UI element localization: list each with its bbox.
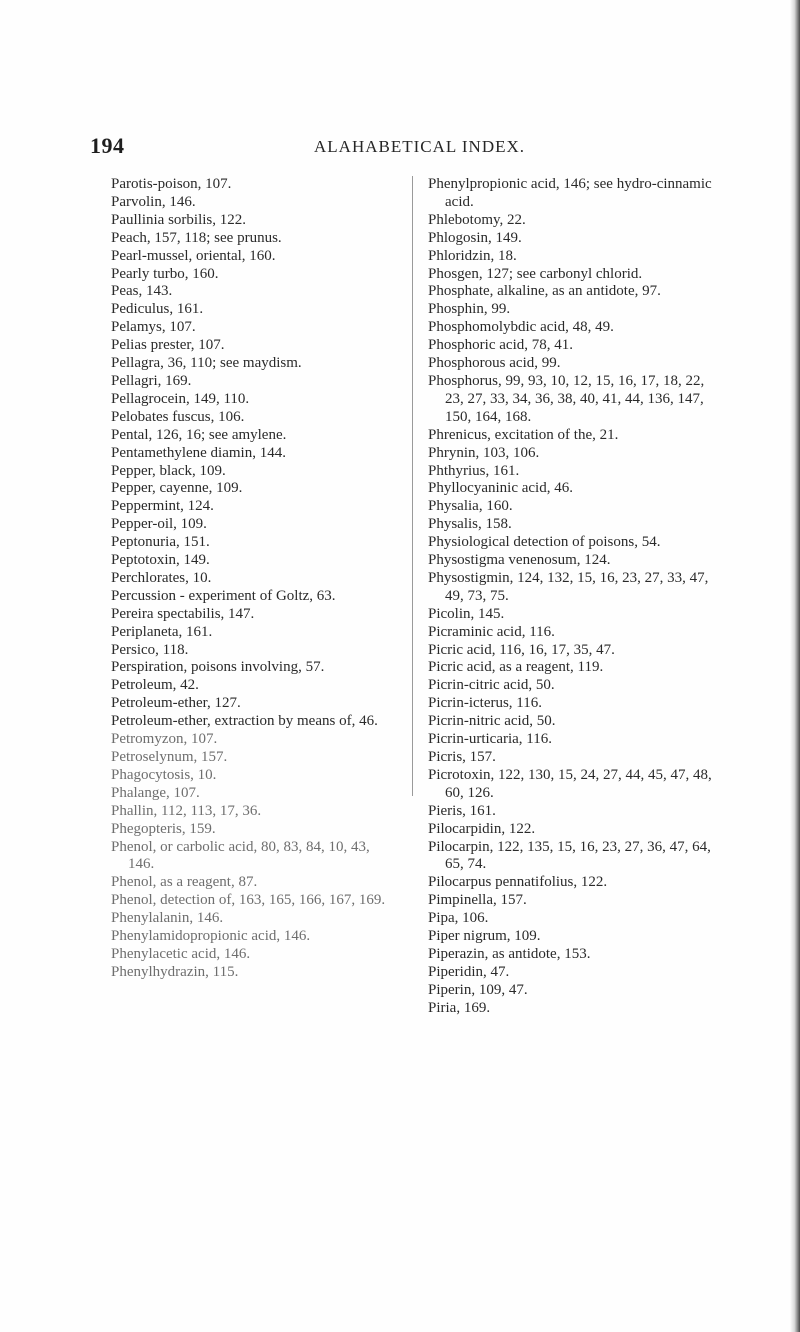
index-entry: Phloridzin, 18.: [428, 247, 517, 264]
index-entry: Picric acid, 116, 16, 17, 35, 47.: [428, 641, 615, 658]
index-entry: Pereira spectabilis, 147.: [111, 605, 255, 622]
index-entry: Piperidin, 47.: [428, 963, 510, 980]
index-entry: Pieris, 161.: [428, 802, 496, 819]
index-entry: Parvolin, 146.: [111, 193, 196, 210]
index-entry: Phenylpropionic acid, 146; see hydro-cinnamic acid.: [428, 176, 712, 210]
index-entry: Picrin-icterus, 116.: [428, 695, 543, 712]
index-entry: Phallin, 112, 113, 17, 36.: [111, 802, 262, 819]
index-entry: Peach, 157, 118; see prunus.: [111, 229, 282, 246]
index-entry: Pimpinella, 157.: [428, 892, 527, 909]
index-entry: Phenol, as a reagent, 87.: [111, 874, 258, 891]
index-entry: Phenol, or carbolic acid, 80, 83, 84, 10, 43, 146.: [111, 838, 370, 873]
index-entry: Phenylamidopropionic acid, 146.: [111, 928, 311, 945]
index-entry: Paullinia sorbilis, 122.: [111, 211, 246, 228]
index-entry: Pelobates fuscus, 106.: [111, 408, 245, 425]
index-entry: Pepper-oil, 109.: [111, 516, 207, 533]
index-entry: Phosphoric acid, 78, 41.: [428, 337, 573, 354]
index-entry: Pellagra, 36, 110; see maydism.: [111, 355, 302, 372]
index-entry: Piper nigrum, 109.: [428, 928, 541, 945]
index-entry: Phagocytosis, 10.: [111, 766, 217, 783]
index-entry: Phalange, 107.: [111, 784, 200, 801]
index-entry: Physalis, 158.: [428, 516, 512, 533]
index-entry: Percussion - experiment of Goltz, 63.: [111, 587, 336, 604]
index-entry: Phlogosin, 149.: [428, 229, 522, 246]
running-title: ALAHABETICAL INDEX.: [314, 137, 526, 156]
index-entry: Pearl-mussel, oriental, 160.: [111, 247, 276, 264]
index-entry: Phosphin, 99.: [428, 301, 511, 318]
index-entry: Peppermint, 124.: [111, 498, 214, 515]
index-entry: Phegopteris, 159.: [111, 820, 216, 837]
index-entry: Periplaneta, 161.: [111, 623, 213, 640]
index-entry: Phosphorus, 99, 93, 10, 12, 15, 16, 17, 18, 22, 23, 27, 33, 34, 36, 38, 40, 41, 44, 136, 147, 150, 164, 168.: [428, 372, 705, 425]
index-entry: Petroselynum, 157.: [111, 749, 228, 765]
index-entry: Pipa, 106.: [428, 910, 489, 927]
index-entry: Phosgen, 127; see carbonyl chlorid.: [428, 265, 643, 282]
index-entry: Petroleum-ether, extraction by means of, 46.: [111, 713, 378, 730]
index-entry: Piperazin, as antidote, 153.: [428, 945, 591, 962]
index-entry: Perchlorates, 10.: [111, 569, 212, 586]
page-edge-shadow: [790, 0, 800, 1332]
index-column-right: [428, 176, 720, 1018]
index-entry: Pelamys, 107.: [111, 319, 196, 336]
index-entry: Pellagri, 169.: [111, 372, 192, 389]
index-entry: Phosphorous acid, 99.: [428, 355, 561, 372]
index-entry: Perspiration, poisons involving, 57.: [111, 659, 325, 676]
column-divider: [412, 176, 413, 796]
index-entry: Pepper, cayenne, 109.: [111, 480, 243, 497]
index-entry: Pearly turbo, 160.: [111, 265, 219, 282]
index-entry: Physostigmin, 124, 132, 15, 16, 23, 27, 33, 47, 49, 73, 75.: [428, 569, 709, 604]
index-entry: Phenol, detection of, 163, 165, 166, 167, 169.: [111, 892, 386, 909]
index-entry: Phyllocyaninic acid, 46.: [428, 480, 573, 497]
index-entry: Piria, 169.: [428, 999, 491, 1016]
index-entry: Petroleum-ether, 127.: [111, 695, 241, 712]
index-entry: Pediculus, 161.: [111, 301, 204, 318]
index-entry: Parotis-poison, 107.: [111, 176, 232, 192]
index-entry: Pelias prester, 107.: [111, 337, 225, 354]
index-entry: Phrenicus, excitation of the, 21.: [428, 426, 619, 443]
index-entry: Pilocarpus pennatifolius, 122.: [428, 874, 608, 891]
index-entry: Peptotoxin, 149.: [111, 552, 210, 569]
page-header: [90, 133, 710, 157]
index-entry: Pellagrocein, 149, 110.: [111, 390, 250, 407]
index-entry: Phenylacetic acid, 146.: [111, 945, 251, 962]
index-entry: Picrin-nitric acid, 50.: [428, 713, 556, 730]
index-entry: Pepper, black, 109.: [111, 462, 226, 479]
index-entry: Phrynin, 103, 106.: [428, 444, 540, 461]
index-entry: Petroleum, 42.: [111, 677, 199, 694]
index-entry: Pilocarpin, 122, 135, 15, 16, 23, 27, 36, 47, 64, 65, 74.: [428, 838, 711, 873]
index-entry: Peptonuria, 151.: [111, 534, 210, 551]
index-entry: Phthyrius, 161.: [428, 462, 520, 479]
index-entry: Physostigma venenosum, 124.: [428, 552, 611, 569]
index-entry: Picrotoxin, 122, 130, 15, 24, 27, 44, 45, 47, 48, 60, 126.: [428, 766, 712, 801]
index-entry: Phenylhydrazin, 115.: [111, 963, 239, 980]
index-entry: Pentamethylene diamin, 144.: [111, 444, 286, 461]
index-entry: Phenylalanin, 146.: [111, 910, 224, 927]
index-entry: Phosphate, alkaline, as an antidote, 97.: [428, 283, 661, 300]
index-entry: Picraminic acid, 116.: [428, 623, 555, 640]
index-entry: Phlebotomy, 22.: [428, 211, 526, 228]
index-entry: Petromyzon, 107.: [111, 731, 218, 748]
index-entry: Pilocarpidin, 122.: [428, 820, 536, 837]
index-column-left: [111, 176, 393, 982]
index-entry: Picrin-citric acid, 50.: [428, 677, 555, 694]
index-entry: Piperin, 109, 47.: [428, 981, 528, 998]
index-entry: Physalia, 160.: [428, 498, 513, 515]
index-entry: Picrin-urticaria, 116.: [428, 731, 552, 748]
index-entry: Pental, 126, 16; see amylene.: [111, 426, 287, 443]
index-entry: Peas, 143.: [111, 283, 173, 300]
index-entry: Phosphomolybdic acid, 48, 49.: [428, 319, 614, 336]
index-entry: Persico, 118.: [111, 641, 189, 658]
index-entry: Picric acid, as a reagent, 119.: [428, 659, 604, 676]
index-entry: Picolin, 145.: [428, 605, 505, 622]
page-number: 194: [90, 133, 125, 158]
index-entry: Picris, 157.: [428, 749, 496, 765]
index-entry: Physiological detection of poisons, 54.: [428, 534, 661, 551]
